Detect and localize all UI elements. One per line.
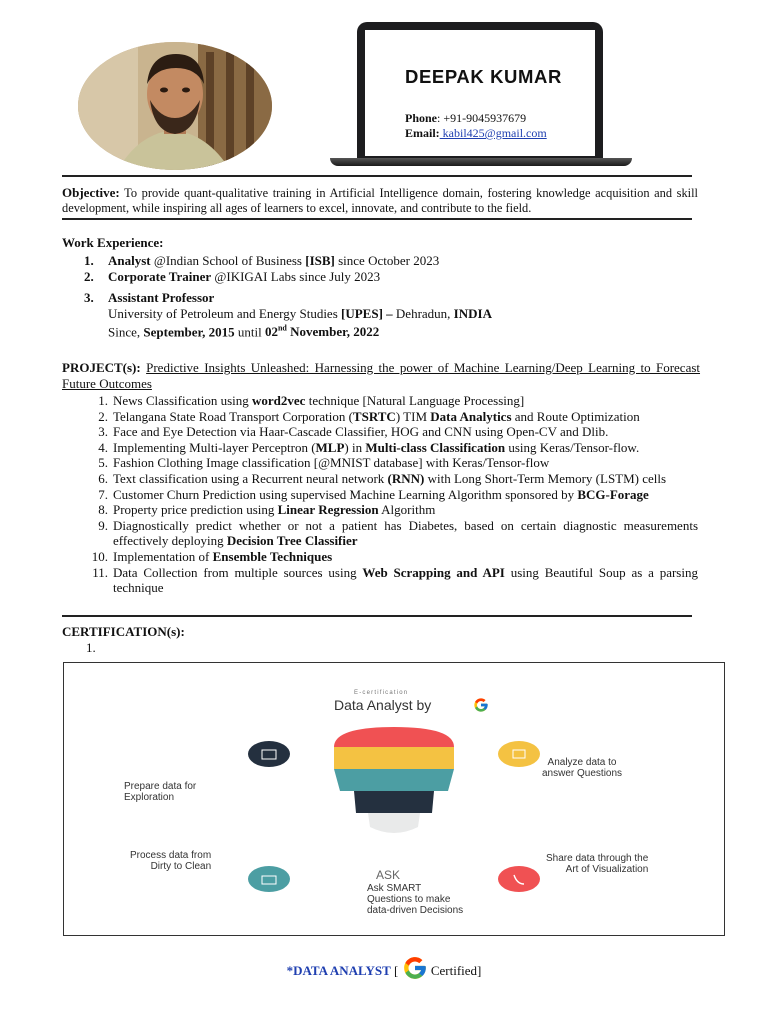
footer-data-analyst: *DATA ANALYST [286,963,391,978]
project-text-part: ) TIM [395,408,431,424]
work-dates: since October 2023 [334,253,440,268]
profile-photo [78,42,272,170]
project-item [82,455,698,471]
project-number: 3. [98,424,108,440]
project-text-part: with Long Short-Term Memory (LSTM) cells [424,470,667,486]
project-number: 8. [98,502,108,518]
work-org: University of Petroleum and Energy Studies [108,305,342,321]
projects-heading [62,360,700,392]
project-item [82,471,698,487]
work-start-date: September, 2015 [143,324,235,340]
project-text-part: and Route Optimization [511,408,640,424]
project-number: 5. [98,455,108,471]
briefcase-icon [247,865,291,893]
project-item [82,440,698,456]
work-org: @Indian School of Business [150,253,306,268]
footer-bracket: [ [390,963,402,978]
project-text [108,549,698,565]
project-text [108,440,698,456]
project-item [82,487,698,503]
folder-icon [247,740,291,768]
project-text [108,565,698,596]
work-org-short: [ISB] [305,253,335,268]
project-text [108,487,698,503]
project-text-part: using Beautiful Soup as a parsing technique [113,564,698,596]
phone-icon [497,865,541,893]
project-text-part: ) in [344,439,366,455]
footer-certified-line [0,955,768,981]
project-item [82,393,698,409]
chart-icon [497,740,541,768]
project-text-part: Customer Churn Prediction using supervised Machine Learning Algorithm sponsored by [113,486,578,502]
project-keyword: Multi-class Classification [365,439,506,455]
work-since-label: Since, [108,324,144,340]
project-keyword: (RNN) [387,470,425,486]
project-text [108,518,698,549]
work-city: Dehradun, [392,305,454,321]
work-item [84,253,684,269]
project-item [82,549,698,565]
phone-label: Phone [405,111,438,125]
laptop-base [330,158,632,166]
bulb-navy-band [354,791,434,813]
project-number: 6. [98,470,108,486]
work-end-day: 02 [264,324,278,340]
divider [62,218,692,220]
email-link[interactable]: kabil425@gmail.com [439,126,547,140]
cert-ask-title: ASK [376,868,401,882]
project-text-part: using Keras/Tensor-flow. [505,439,640,455]
certificate-image [63,662,725,936]
bulb-yellow-band [334,747,454,769]
objective-label: Objective: [62,185,120,200]
work-experience-title: Work Experience: [62,235,164,250]
objective-text: To provide quant-qualitative training in Artificial Intelligence domain, fostering knowledge acquisition and skill development, while inspiring all ages of learners to excel, innovate, and contribute to the field. [62,186,698,215]
cert-step-analyze: Analyze data to answer Questions [542,757,623,779]
work-role: Corporate Trainer [108,268,212,284]
phone-value: : +91-9045937679 [437,111,527,125]
work-org-short: [UPES] – [341,305,393,321]
project-keyword: Linear Regression [277,502,379,518]
bulb-teal-band [334,769,454,791]
project-keyword: MLP [315,439,345,455]
project-item [82,409,698,425]
email-label: Email: [405,126,440,140]
projects-label: PROJECT(s): [62,360,141,375]
project-number: 7. [98,486,108,502]
project-number: 4. [98,439,108,455]
project-item [82,424,698,440]
email-line [405,126,547,141]
work-until-label: until [234,324,265,340]
project-text [108,455,698,471]
project-keyword: Decision Tree Classifier [226,533,358,549]
project-number: 9. [98,517,108,533]
project-item [82,565,698,596]
project-text-part: Fashion Clothing Image classification [@MNIST database] with Keras/Tensor-flow [113,455,550,471]
certification-title: CERTIFICATION(s): [62,624,185,639]
project-item [82,518,698,549]
cert-step-prepare: Prepare data for Exploration [124,781,197,803]
project-keyword: TSRTC [352,408,396,424]
project-keyword: BCG-Forage [577,486,649,502]
cert-small-caption: E-certification [354,690,409,696]
project-text [108,471,698,487]
projects-title: Predictive Insights Unleashed: Harnessing the power of Machine Learning/Deep Learning to Forecast Future Outcomes [62,360,701,391]
candidate-name: DEEPAK KUMAR [405,66,562,87]
work-item-number: 1. [84,253,94,268]
work-experience-list [84,253,684,340]
project-number: 1. [98,393,108,408]
footer-certified: Certified] [427,963,482,978]
project-text-part: Diagnostically predict whether or not a patient has Diabetes, based on certain diagnostic measurements effectively deploying [113,517,698,549]
work-item [84,290,684,340]
project-text-part: Data Collection from multiple sources using [113,564,363,580]
work-role: Analyst [108,253,151,268]
project-text-part: technique [Natural Language Processing] [305,393,525,408]
google-g-icon [402,955,428,981]
project-number: 2. [98,408,108,424]
objective [62,186,698,215]
project-text [108,393,698,409]
project-text [108,409,698,425]
project-text-part: News Classification using [113,393,253,408]
lightbulb-graphic [332,725,456,839]
project-keyword: Ensemble Techniques [212,548,333,564]
work-country: INDIA [453,305,492,321]
work-end-suffix: nd [277,324,287,333]
cert-ask-text: Ask SMART Questions to make data-driven Decisions [367,883,464,916]
work-end-date: November, 2022 [286,324,380,340]
divider [62,615,692,617]
project-text-part: Text classification using a Recurrent neural network [113,470,388,486]
project-text-part: Implementing Multi-layer Perceptron ( [113,439,316,455]
project-keyword: word2vec [252,393,306,408]
project-keyword: Data Analytics [430,408,512,424]
project-text-part: Algorithm [378,502,436,518]
project-number: 10. [91,548,108,564]
project-text-part: Implementation of [113,548,213,564]
cert-title: Data Analyst by [334,697,432,713]
project-text-part: Telangana State Road Transport Corporation ( [113,408,353,424]
cert-step-share: Share data through the Art of Visualization [546,853,649,875]
project-text-part: Face and Eye Detection via Haar-Cascade Classifier, HOG and CNN using Open-CV and Dlib. [113,424,609,440]
google-g-icon [473,697,489,713]
work-item [84,269,684,285]
bulb-red-band [334,727,454,747]
certification-number: 1. [86,640,96,655]
project-text [108,424,698,440]
work-item-number: 3. [84,290,94,305]
project-number: 11. [92,564,108,580]
project-text [108,502,698,518]
project-text-part: Property price prediction using [113,502,278,518]
work-role: Assistant Professor [108,290,215,305]
work-item-number: 2. [84,268,94,284]
cert-step-process: Process data from Dirty to Clean [130,850,212,872]
project-keyword: Web Scrapping and API [362,564,505,580]
project-item [82,502,698,518]
work-org: @IKIGAI Labs since July 2023 [211,268,381,284]
bulb-base [368,813,420,833]
divider [62,175,692,177]
phone-line [405,111,526,126]
project-list [82,393,698,596]
